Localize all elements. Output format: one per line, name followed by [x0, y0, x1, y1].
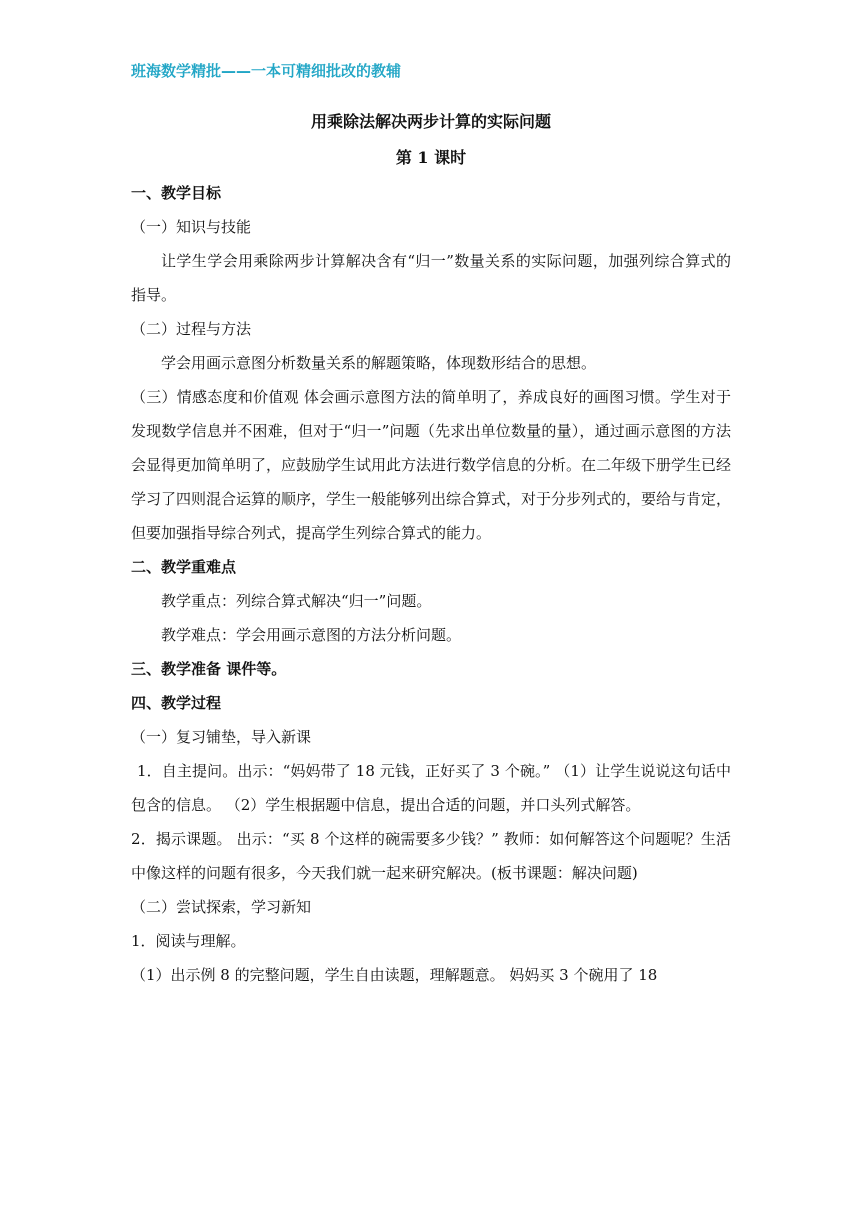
subheading-review: （一）复习铺垫，导入新课	[131, 728, 312, 746]
document-title: 用乘除法解决两步计算的实际问题	[310, 112, 551, 131]
subheading-knowledge: （一）知识与技能	[131, 218, 252, 236]
section-heading-key-points: 二、教学重难点	[131, 558, 237, 576]
paragraph-process: 学会用画示意图分析数量关系的解题策略，体现数形结合的思想。	[161, 354, 597, 372]
section-heading-process: 四、教学过程	[131, 694, 222, 712]
document-body	[131, 104, 731, 992]
section-heading-preparation: 三、教学准备 课件等。	[131, 660, 287, 678]
paragraph-example-8: （1）出示例 8 的完整问题，学生自由读题，理解题意。 妈妈买 3 个碗用了 18	[131, 966, 658, 984]
page-header: 班海数学精批——一本可精细批改的教辅	[131, 62, 402, 80]
paragraph-read-understand: 1．阅读与理解。	[131, 932, 246, 950]
paragraph-self-question: 1．自主提问。出示：“妈妈带了 18 元钱，正好买了 3 个碗。” （1）让学生说说这句话中包含的信息。 （2）学生根据题中信息，提出合适的问题，并口头列式解答。	[131, 762, 731, 814]
subheading-explore: （二）尝试探索，学习新知	[131, 898, 312, 916]
paragraph-attitude: （三）情感态度和价值观 体会画示意图方法的简单明了，养成良好的画图习惯。学生对于发现数学信息并不困难，但对于“归一”问题（先求出单位数量的量），通过画示意图的方法会显得更加简单明了，应鼓励学生试用此方法进行数学信息的分析。在二年级下册学生已经学习了四则混合运算的顺序，学生一般能够列出综合算式，对于分步列式的，要给与肯定，但要加强指导综合列式，提高学生列综合算式的能力。	[131, 388, 732, 542]
section-heading-goals: 一、教学目标	[131, 184, 222, 202]
paragraph-difficulty: 教学难点：学会用画示意图的方法分析问题。	[161, 626, 462, 644]
subheading-process: （二）过程与方法	[131, 320, 252, 338]
document-subtitle: 第 1 课时	[395, 148, 467, 167]
paragraph-key-point: 教学重点：列综合算式解决“归一”问题。	[161, 592, 432, 610]
paragraph-knowledge: 让学生学会用乘除两步计算解决含有“归一”数量关系的实际问题，加强列综合算式的指导。	[131, 252, 731, 304]
paragraph-reveal-topic: 2．揭示课题。 出示：“买 8 个这样的碗需要多少钱？” 教师：如何解答这个问题呢？生活中像这样的问题有很多，今天我们就一起来研究解决。(板书课题：解决问题)	[131, 830, 731, 882]
